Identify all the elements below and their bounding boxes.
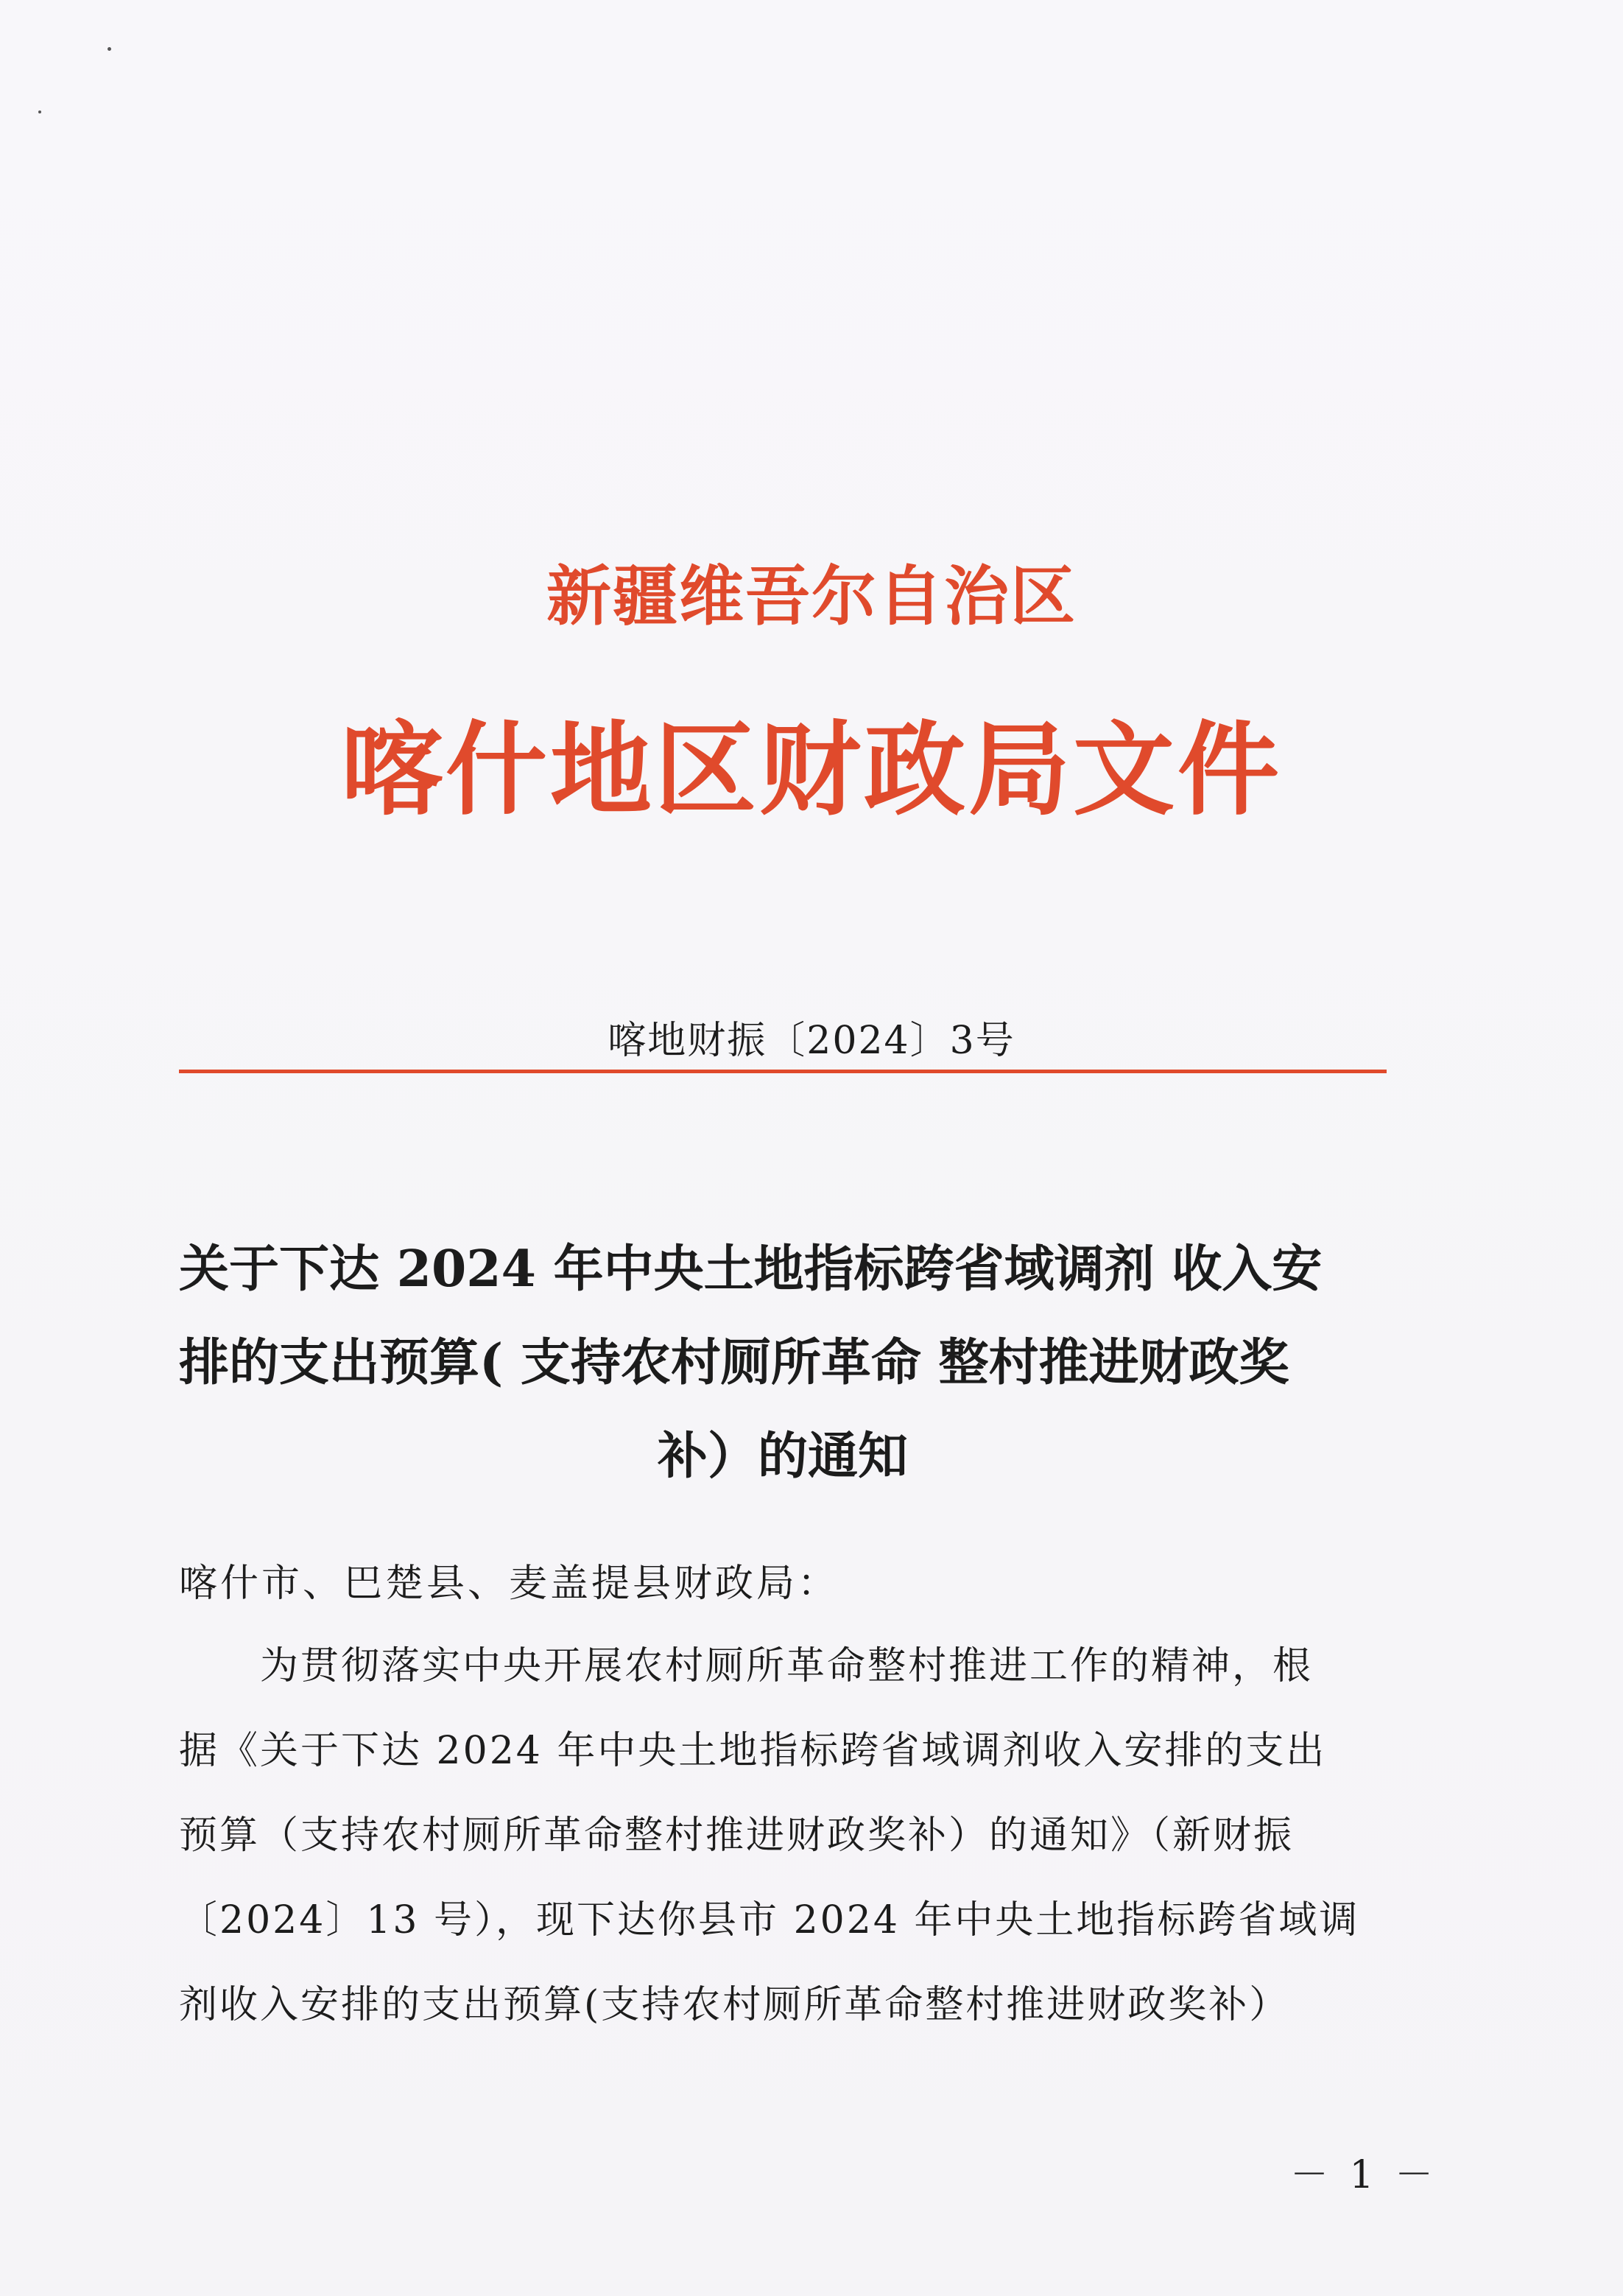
scan-speck	[108, 47, 111, 51]
body-line: 剂收入安排的支出预算(支持农村厕所革命整村推进财政奖补）	[179, 1983, 1290, 2027]
document-number: 喀地财振〔2024〕3号	[608, 1019, 1015, 1063]
body-line: 据《关于下达 2024 年中央土地指标跨省域调剂收入安排的支出	[179, 1729, 1327, 1773]
body-paragraph	[179, 1624, 1387, 2048]
scan-speck	[38, 110, 41, 113]
issuing-authority: 喀什地区财政局文件	[340, 709, 1282, 829]
issuing-region: 新疆维吾尔自治区	[546, 558, 1077, 634]
body-line: 〔2024〕13 号），现下达你县市 2024 年中央土地指标跨省域调	[179, 1898, 1360, 1942]
title-line: 关于下达 2024 年中央土地指标跨省域调剂 收入安	[179, 1240, 1323, 1299]
salutation: 喀什市、巴楚县、麦盖提县财政局：	[179, 1562, 839, 1606]
title-line: 补）的通知	[657, 1427, 908, 1486]
document-title	[179, 1223, 1387, 1503]
title-line: 排的支出预算( 支持农村厕所革命 整村推进财政奖	[179, 1333, 1289, 1392]
body-line: 预算（支持农村厕所革命整村推进财政奖补）的通知》（新财振	[179, 1814, 1295, 1858]
body-line: 为贯彻落实中央开展农村厕所革命整村推进工作的精神，根	[179, 1644, 1314, 1688]
page-number: － 1 －	[1290, 2153, 1438, 2197]
red-divider-line	[179, 1070, 1387, 1073]
